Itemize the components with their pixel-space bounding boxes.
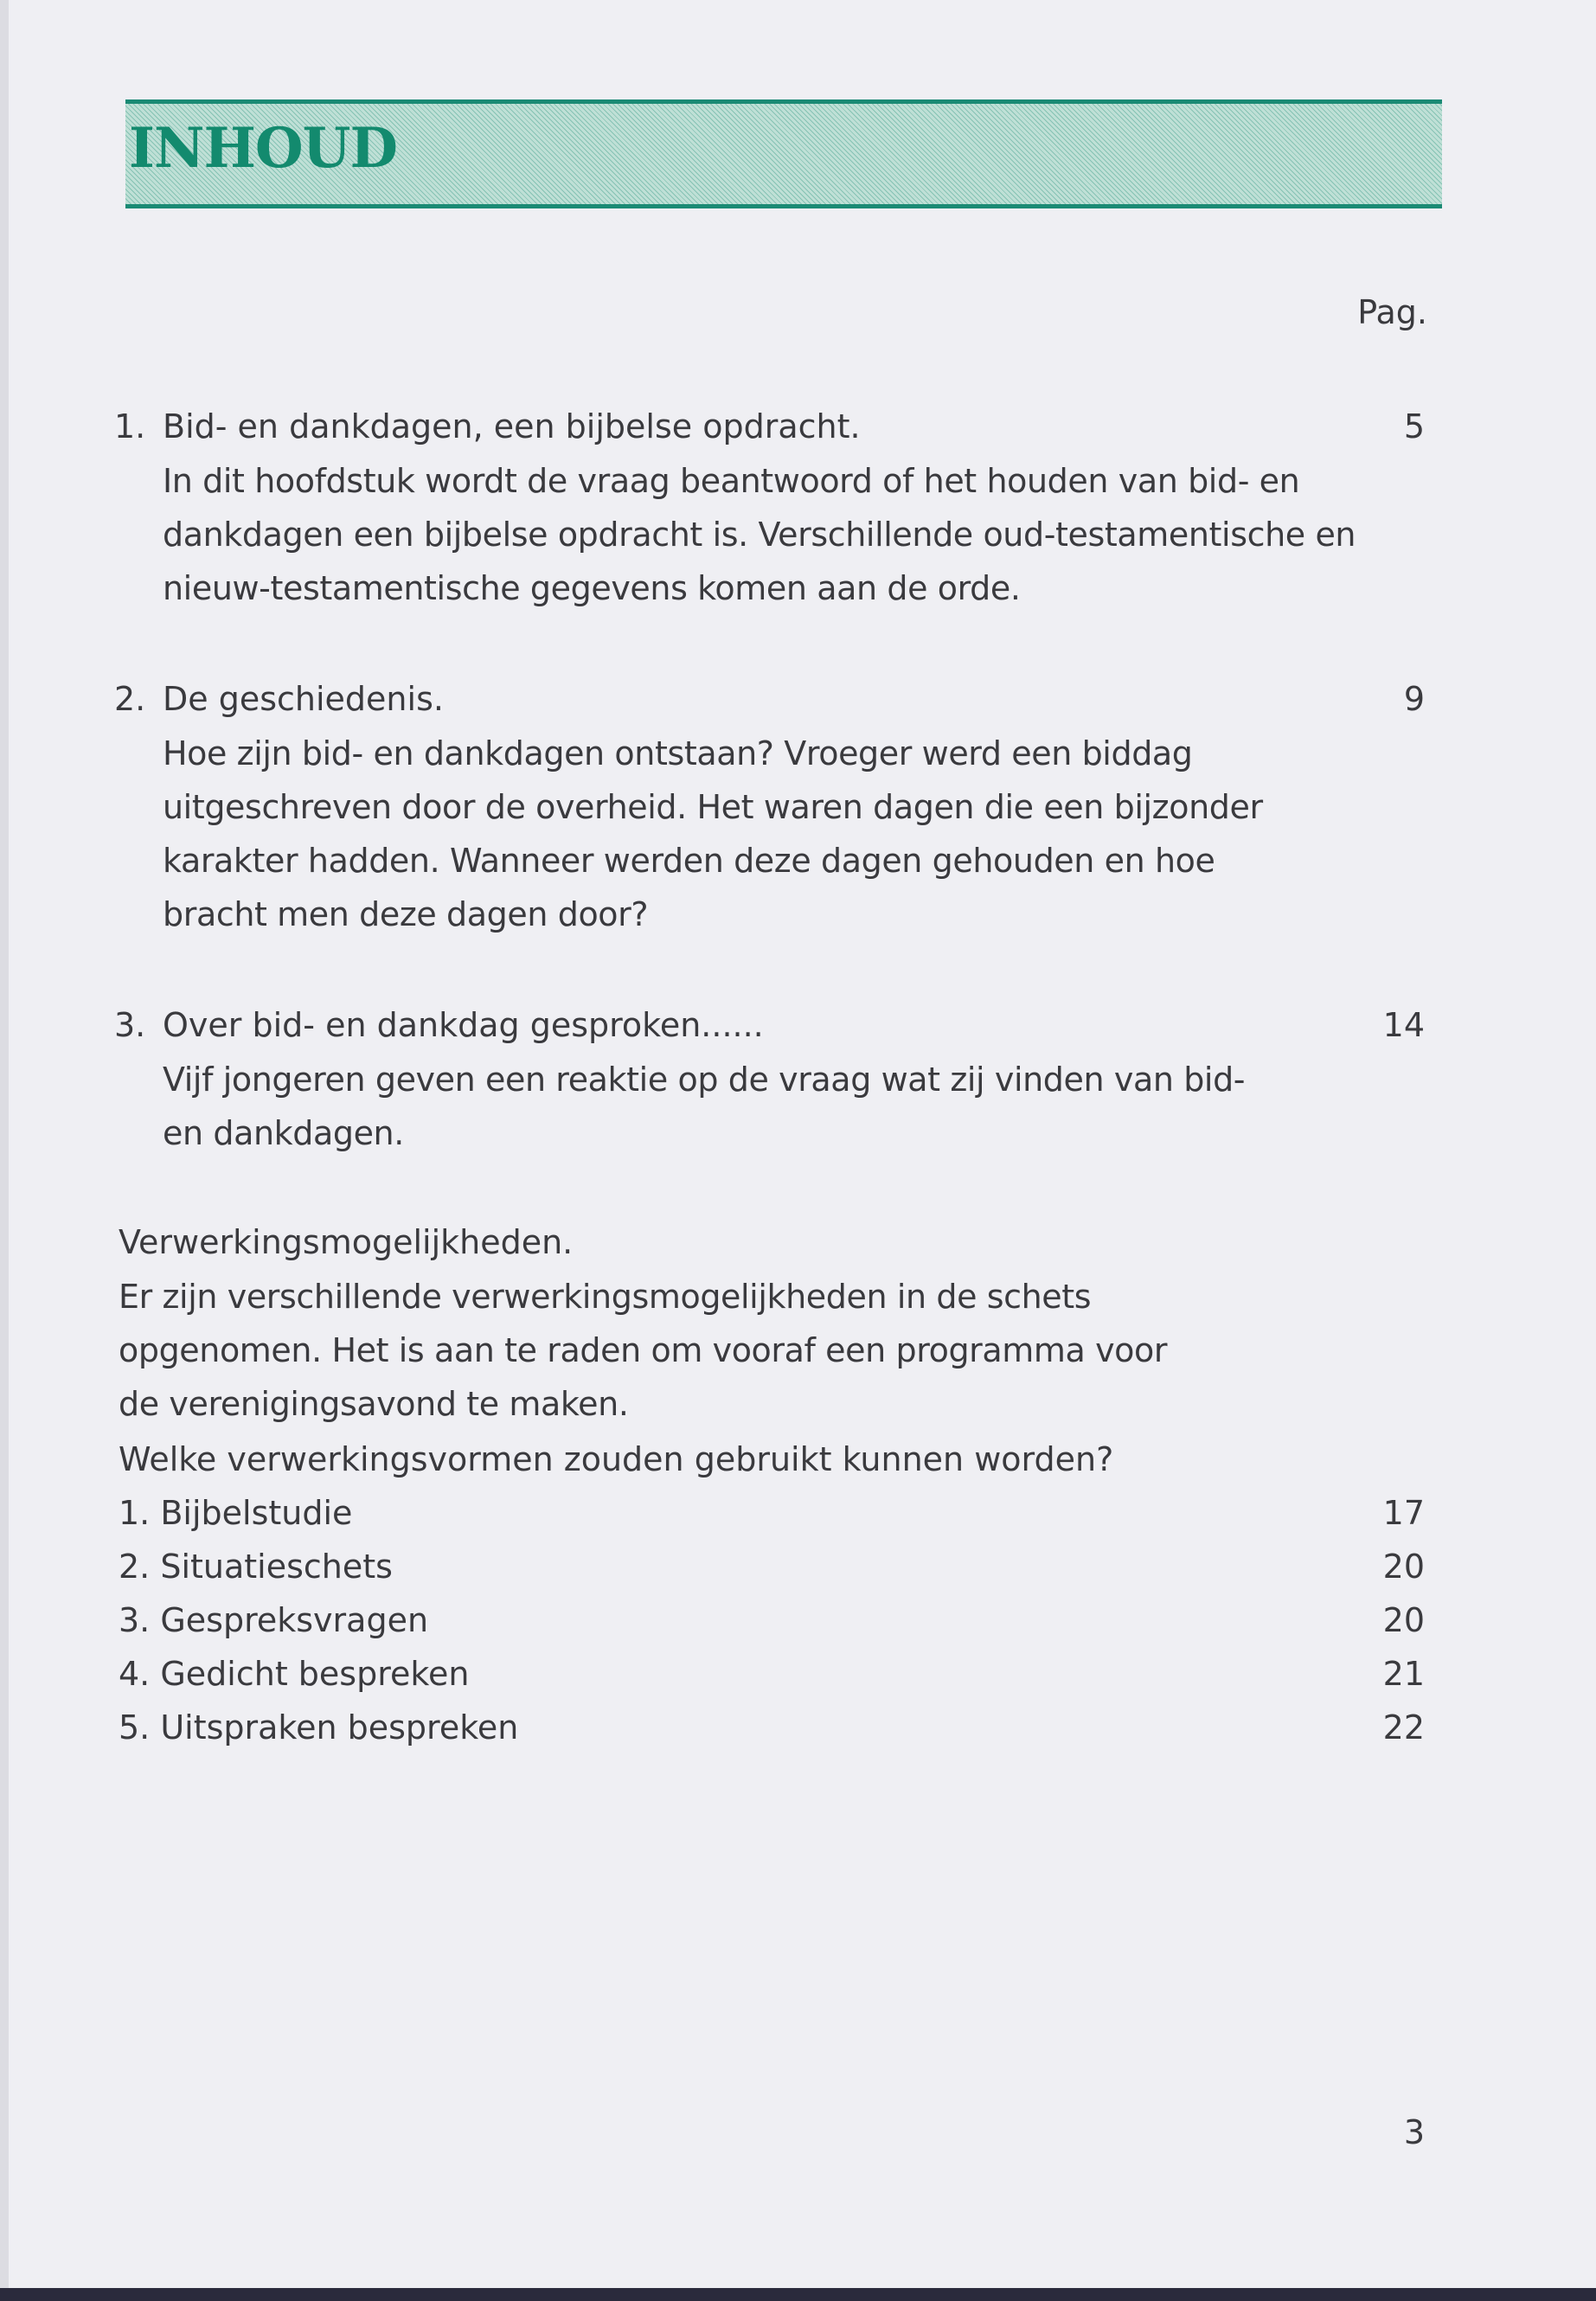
toc-entry-number: 1.	[114, 407, 146, 445]
page-edge	[0, 0, 9, 2288]
processing-heading: Verwerkingsmogelijkheden.	[119, 1223, 574, 1261]
toc-entry-title: Over bid- en dankdag gesproken......	[163, 1006, 764, 1044]
toc-entry-description: Hoe zijn bid- en dankdagen ontstaan? Vroeger werd een biddag uitgeschreven door de overheid. Het waren dagen die een bijzonder karakter hadden. Wanneer werden deze dagen gehouden en hoe bracht men deze dagen door?	[163, 734, 1263, 933]
processing-item-page: 22	[1382, 1708, 1425, 1747]
processing-question: Welke verwerkingsvormen zouden gebruikt kunnen worden?	[119, 1440, 1114, 1478]
processing-item-label: 5. Uitspraken bespreken	[119, 1708, 519, 1747]
toc-entry-number: 3.	[114, 1006, 146, 1044]
toc-entry-number: 2.	[114, 680, 146, 718]
processing-item-label: 1. Bijbelstudie	[119, 1494, 353, 1532]
processing-item-label: 2. Situatieschets	[119, 1548, 393, 1586]
toc-entry-title: Bid- en dankdagen, een bijbelse opdracht.	[163, 407, 861, 445]
page-title: INHOUD	[129, 116, 397, 181]
header-band	[125, 99, 1442, 208]
toc-entry-page: 5	[1403, 407, 1425, 445]
processing-item-label: 3. Gespreksvragen	[119, 1601, 429, 1639]
scan-bottom-edge	[0, 2288, 1596, 2301]
toc-entry-description: In dit hoofdstuk wordt de vraag beantwoord of het houden van bid- en dankdagen een bijbelse opdracht is. Verschillende oud-testamentische en nieuw-testamentische gegevens komen aan de orde.	[163, 462, 1356, 607]
page-number: 3	[1403, 2113, 1425, 2151]
toc-entry-page: 9	[1403, 680, 1425, 718]
toc-entry-title: De geschiedenis.	[163, 680, 444, 718]
toc-entry-page: 14	[1382, 1006, 1425, 1044]
processing-item-page: 21	[1382, 1655, 1425, 1693]
processing-item-page: 17	[1382, 1494, 1425, 1532]
processing-intro: Er zijn verschillende verwerkingsmogelijkheden in de schets opgenomen. Het is aan te raden om vooraf een programma voor de verenigingsavond te maken.	[119, 1278, 1168, 1423]
processing-item-page: 20	[1382, 1601, 1425, 1639]
page-column-label: Pag.	[1357, 293, 1427, 331]
processing-item-page: 20	[1382, 1548, 1425, 1586]
toc-entry-description: Vijf jongeren geven een reaktie op de vraag wat zij vinden van bid- en dankdagen.	[163, 1061, 1246, 1152]
processing-item-label: 4. Gedicht bespreken	[119, 1655, 470, 1693]
